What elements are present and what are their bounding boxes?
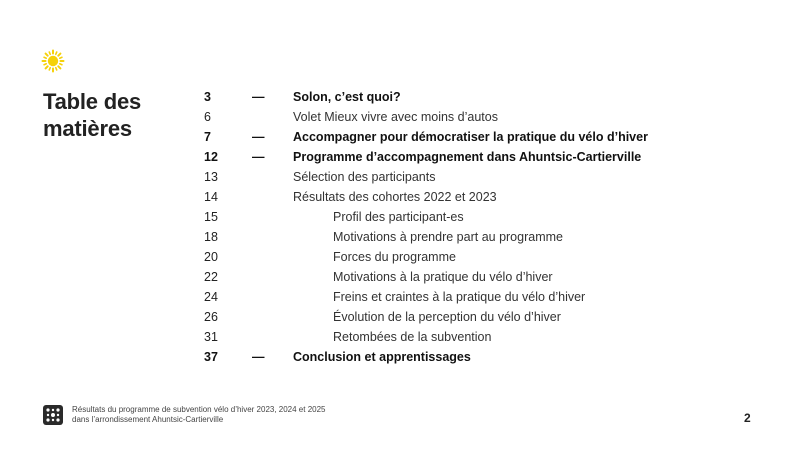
footer-caption: [72, 405, 326, 425]
grid-logo-icon: [43, 405, 63, 425]
toc-entry[interactable]: [204, 347, 764, 367]
toc-label: Freins et craintes à la pratique du vélo d’hiver: [333, 290, 586, 304]
sun-icon: [41, 49, 65, 73]
page-title: Table des matières: [43, 89, 142, 141]
toc-page-number: 7: [204, 130, 211, 144]
toc-entry[interactable]: [204, 227, 764, 247]
toc-label: Retombées de la subvention: [333, 330, 492, 344]
toc-label: Programme d’accompagnement dans Ahuntsic-Cartierville: [293, 150, 642, 164]
toc-entry[interactable]: [204, 187, 764, 207]
toc-entry[interactable]: [204, 167, 764, 187]
toc-label: Conclusion et apprentissages: [293, 350, 471, 364]
toc-label: Sélection des participants: [293, 170, 436, 184]
toc-entry[interactable]: [204, 247, 764, 267]
toc-page-number: 18: [204, 230, 218, 244]
footer-line-2: dans l’arrondissement Ahuntsic-Cartierville: [72, 415, 224, 424]
toc-page-number: 22: [204, 270, 218, 284]
toc-entry[interactable]: [204, 147, 764, 167]
toc-label: Solon, c’est quoi?: [293, 90, 401, 104]
toc-entry[interactable]: [204, 327, 764, 347]
toc-label: Forces du programme: [333, 250, 456, 264]
toc-page-number: 24: [204, 290, 218, 304]
table-of-contents: [204, 87, 764, 367]
page-number: 2: [744, 411, 751, 425]
footer-line-1: Résultats du programme de subvention vélo d’hiver 2023, 2024 et 2025: [72, 405, 326, 414]
toc-page-number: 12: [204, 150, 218, 164]
toc-dash: —: [252, 90, 265, 104]
toc-page-number: 26: [204, 310, 218, 324]
toc-page-number: 31: [204, 330, 218, 344]
toc-entry[interactable]: [204, 207, 764, 227]
toc-label: Résultats des cohortes 2022 et 2023: [293, 190, 497, 204]
toc-page-number: 14: [204, 190, 218, 204]
toc-label: Accompagner pour démocratiser la pratique du vélo d’hiver: [293, 130, 648, 144]
toc-entry[interactable]: [204, 267, 764, 287]
toc-dash: —: [252, 130, 265, 144]
toc-page-number: 3: [204, 90, 211, 104]
toc-entry[interactable]: [204, 127, 764, 147]
toc-label: Motivations à la pratique du vélo d’hiver: [333, 270, 553, 284]
toc-dash: —: [252, 350, 265, 364]
toc-dash: —: [252, 150, 265, 164]
toc-entry[interactable]: [204, 287, 764, 307]
toc-entry[interactable]: [204, 307, 764, 327]
toc-label: Motivations à prendre part au programme: [333, 230, 563, 244]
toc-page-number: 6: [204, 110, 211, 124]
toc-label: Profil des participant-es: [333, 210, 464, 224]
toc-entry[interactable]: [204, 87, 764, 107]
toc-page-number: 13: [204, 170, 218, 184]
toc-label: Volet Mieux vivre avec moins d’autos: [293, 110, 498, 124]
toc-page-number: 20: [204, 250, 218, 264]
toc-entry[interactable]: [204, 107, 764, 127]
toc-page-number: 37: [204, 350, 218, 364]
toc-label: Évolution de la perception du vélo d’hiver: [333, 310, 561, 324]
toc-page-number: 15: [204, 210, 218, 224]
